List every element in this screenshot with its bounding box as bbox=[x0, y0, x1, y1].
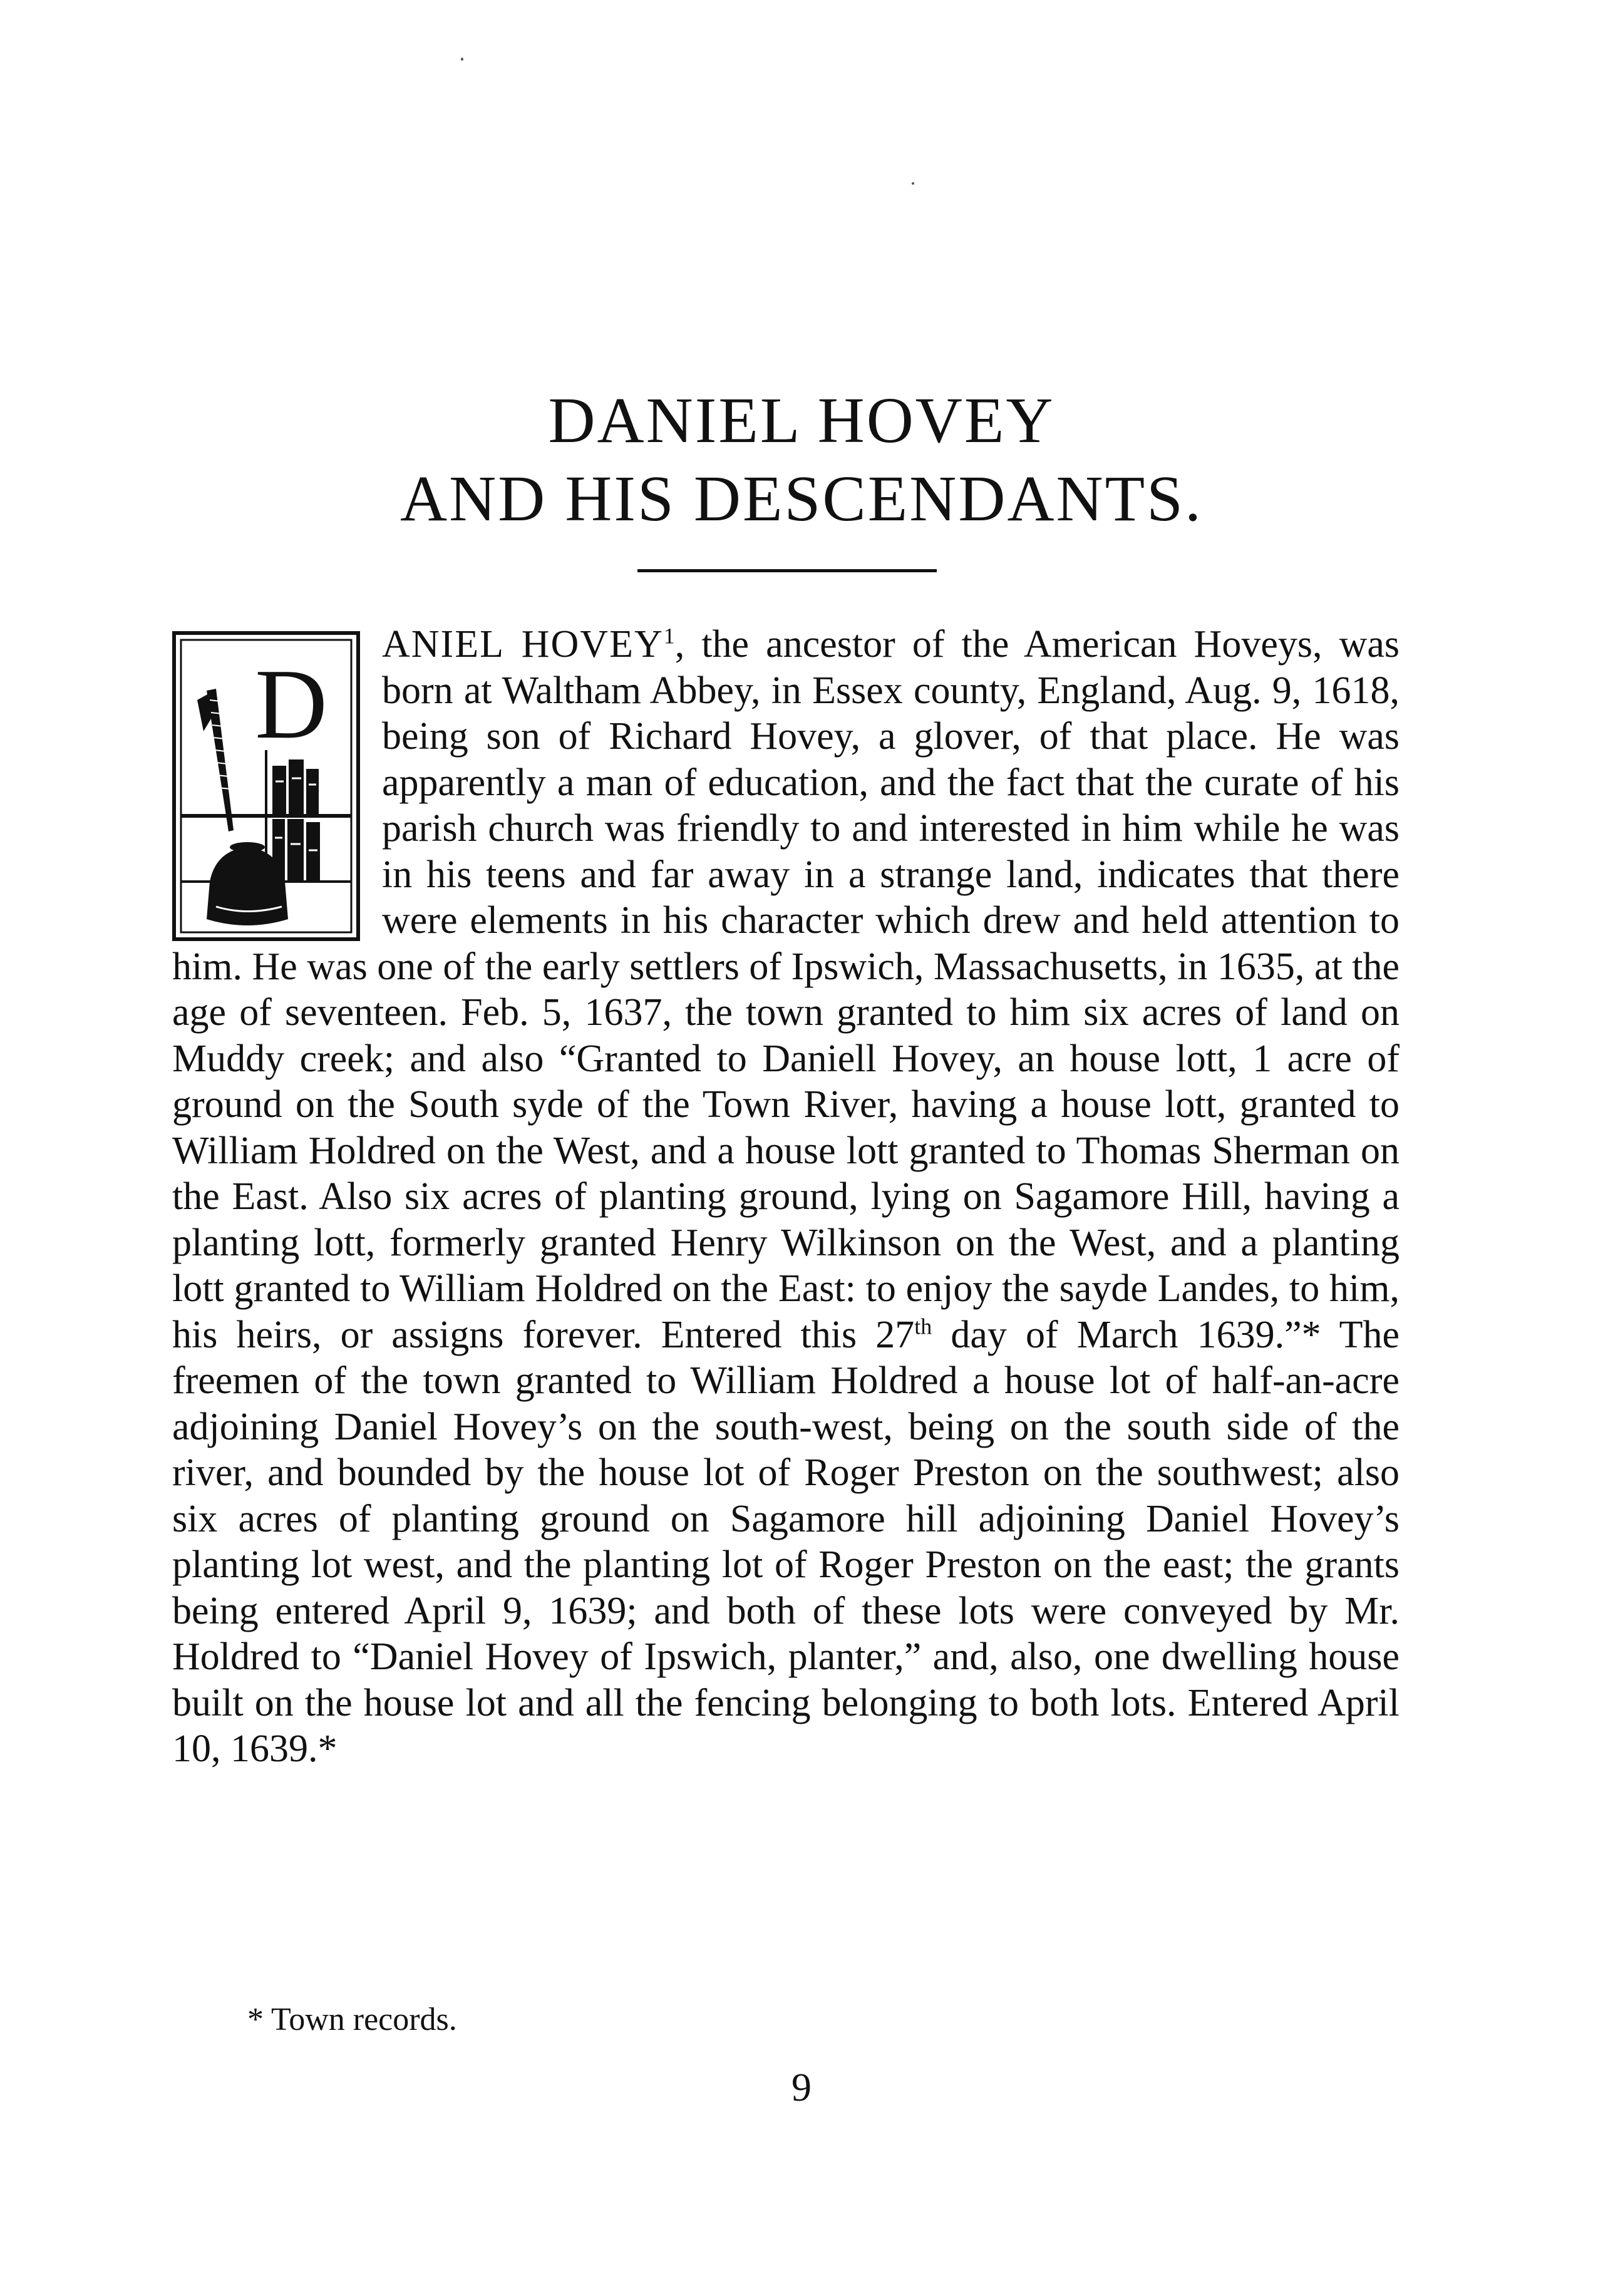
page-title-line-1: DANIEL HOVEY bbox=[548, 384, 1055, 456]
opening-word: ANIEL HOVEY bbox=[382, 623, 664, 666]
scan-speck bbox=[461, 58, 463, 61]
title-divider bbox=[637, 569, 937, 572]
body-paragraph bbox=[172, 622, 1399, 1773]
body-text-part-1: , the ancestor of the American Hoveys, was born at Waltham Abbey, in Essex county, England, Aug. 9, 1618, being son of Richard Hovey, a glover, of that place. He was apparently a man of education, and the fact that the curate of his parish church was friendly to and interested in him while he was in his teens and far away in a strange land, indicates that there were elements in his character which drew and held attention to him. He was one of the early settlers of Ipswich, Massachusetts, in 1635, at the age of seventeen. Feb. 5, 1637, the town granted to him six acres of land on Muddy creek; and also “Granted to Daniell Hovey, an house lott, 1 acre of ground on the South syde of the Town River, having a house lott, granted to William Holdred on the West, and a house lott granted to Thomas Sherman on the East. Also six acres of planting ground, lying on Sagamore Hill, having a planting lott, formerly granted Henry Wilkinson on the West, and a planting lott granted to William Holdred on the East: to enjoy the sayde Landes, to him, his heirs, or assigns forever. Entered this 27 bbox=[172, 623, 1399, 1356]
footnote: * Town records. bbox=[247, 2002, 457, 2037]
page-number: 9 bbox=[791, 2065, 812, 2109]
scan-speck bbox=[912, 182, 914, 185]
drop-cap-letter: D bbox=[255, 648, 327, 759]
ordinal-superscript: th bbox=[914, 1313, 932, 1339]
body-text-part-2: day of March 1639.”* The freemen of the town granted to William Holdred a house lot of half-an-acre adjoining Daniel Hovey’s on the south-west, being on the south side of the river, and bounded by the house lot of Roger Preston on the southwest; also six acres of planting ground on Sagamore hill adjoining Daniel Hovey’s planting lot west, and the planting lot of Roger Preston on the east; the grants being entered April 9, 1639; and both of these lots were conveyed by Mr. Holdred to “Daniel Hovey of Ipswich, planter,” and, also, one dwelling house built on the house lot and all the fencing belonging to both lots. Entered April 10, 1639.* bbox=[172, 1313, 1400, 1770]
footnote-ref-superscript: 1 bbox=[663, 623, 675, 649]
page-title-line-2: AND HIS DESCENDANTS. bbox=[399, 463, 1204, 535]
